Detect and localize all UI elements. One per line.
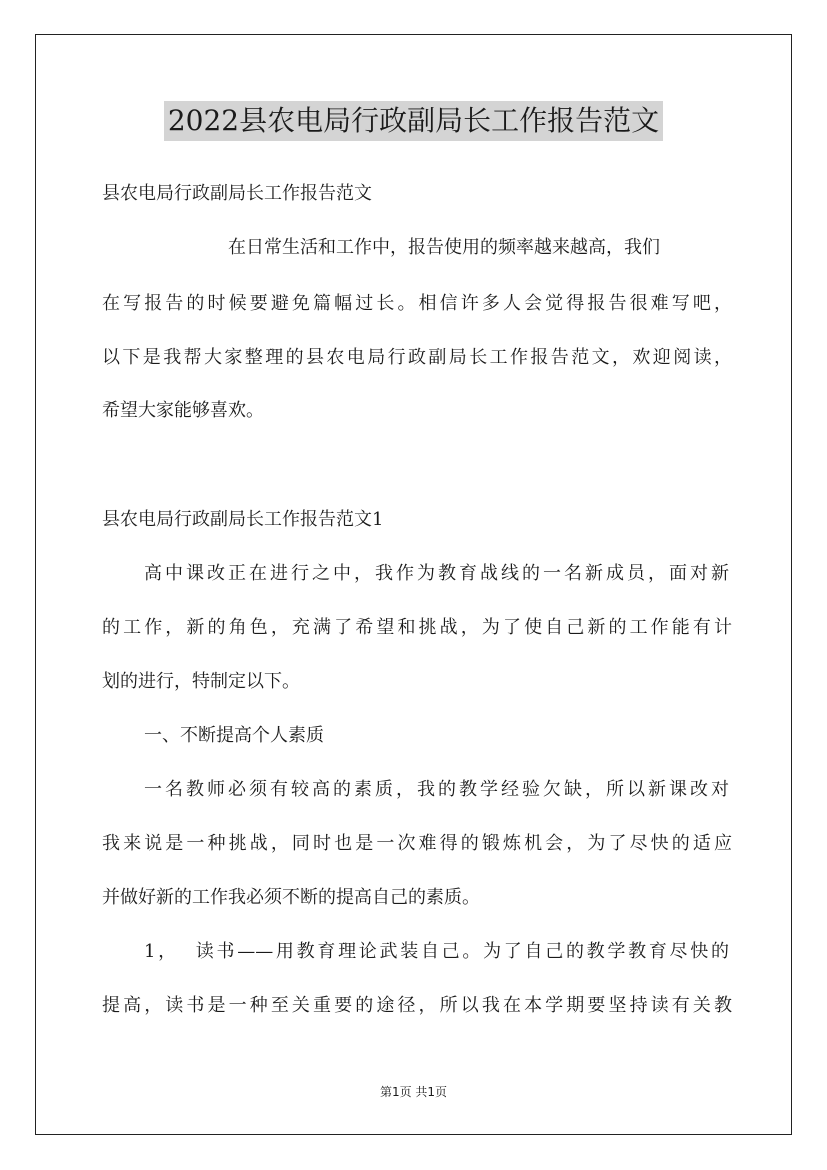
body-line-2: 的工作，新的角色，充满了希望和挑战，为了使自己新的工作能有计 <box>102 617 732 638</box>
body-line-9: 提高，读书是一种至关重要的途径，所以我在本学期要坚持读有关教 <box>102 995 732 1016</box>
section-heading: 县农电局行政副局长工作报告范文1 <box>102 509 384 530</box>
document-title: 2022县农电局行政副局长工作报告范文 <box>164 101 663 141</box>
body-line-3: 划的进行，特制定以下。 <box>102 671 300 692</box>
intro-line-4: 希望大家能够喜欢。 <box>102 400 264 421</box>
body-line-1: 高中课改正在进行之中，我作为教育战线的一名新成员，面对新 <box>144 563 729 584</box>
body-line-8: 1， 读书——用教育理论武装自己。为了自己的教学教育尽快的 <box>144 941 729 962</box>
intro-line-1: 在日常生活和工作中，报告使用的频率越来越高，我们 <box>228 237 660 258</box>
intro-line-3: 以下是我帮大家整理的县农电局行政副局长工作报告范文，欢迎阅读， <box>102 347 732 368</box>
body-line-4: 一、不断提高个人素质 <box>144 725 324 746</box>
body-line-5: 一名教师必须有较高的素质，我的教学经验欠缺，所以新课改对 <box>144 779 729 800</box>
intro-line-2: 在写报告的时候要避免篇幅过长。相信许多人会觉得报告很难写吧， <box>102 293 732 314</box>
page-footer <box>0 1084 827 1100</box>
body-line-7: 并做好新的工作我必须不断的提高自己的素质。 <box>102 887 480 908</box>
document-title-wrapper <box>0 101 827 141</box>
body-line-6: 我来说是一种挑战，同时也是一次难得的锻炼机会，为了尽快的适应 <box>102 833 732 854</box>
page-number: 第1页 共1页 <box>379 1085 448 1099</box>
document-subtitle: 县农电局行政副局长工作报告范文 <box>102 183 372 204</box>
